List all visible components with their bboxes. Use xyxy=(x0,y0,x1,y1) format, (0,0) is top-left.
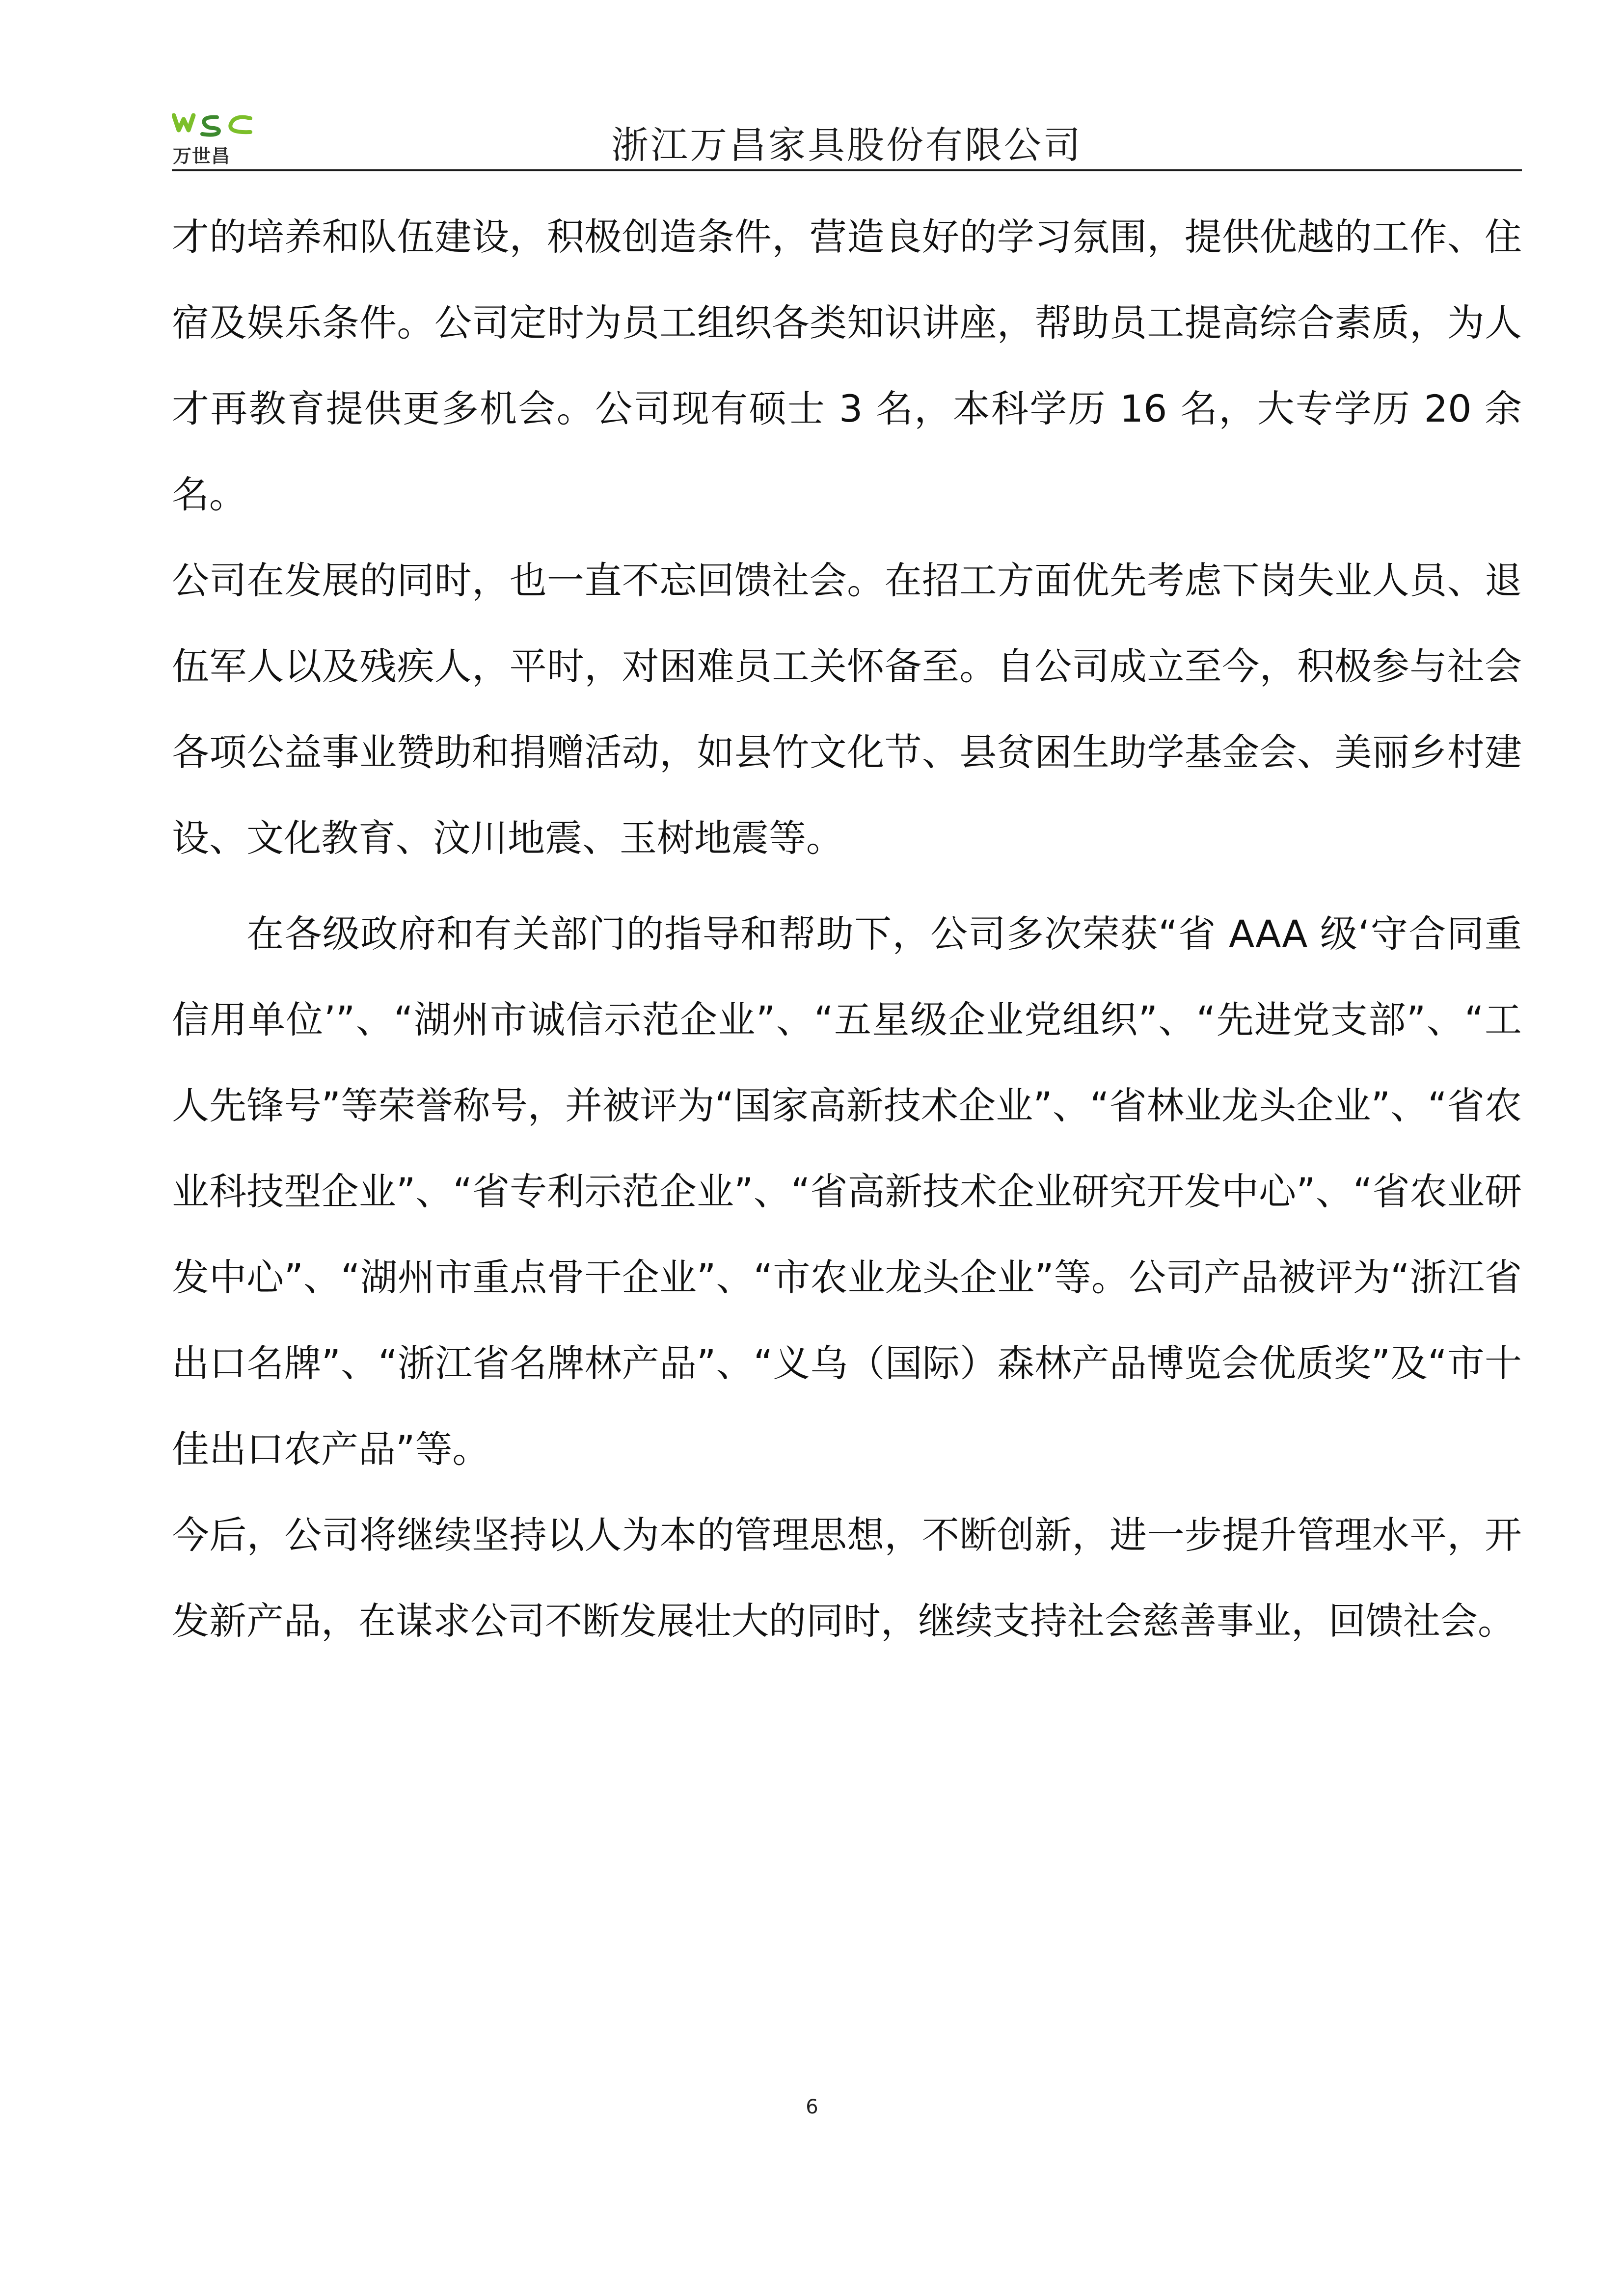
paragraph-talent: 才的培养和队伍建设，积极创造条件，营造良好的学习氛围，提供优越的工作、住宿及娱乐条件。公司定时为员工组织各类知识讲座，帮助员工提高综合素质，为人才再教育提供更多机会。公司现有硕士 3 名，本科学历 16 名，大专学历 20 余名。 xyxy=(172,215,1522,516)
paragraph-society: 公司在发展的同时，也一直不忘回馈社会。在招工方面优先考虑下岗失业人员、退伍军人以及残疾人，平时，对困难员工关怀备至。自公司成立至今，积极参与社会各项公益事业赞助和捐赠活动，如县竹文化节、县贫困生助学基金会、美丽乡村建设、文化教育、汶川地震、玉树地震等。 xyxy=(172,559,1522,860)
paragraph-future: 今后，公司将继续坚持以人为本的管理思想，不断创新，进一步提升管理水平，开发新产品，在谋求公司不断发展壮大的同时，继续支持社会慈善事业，回馈社会。 xyxy=(172,1513,1522,1643)
page-number: 6 xyxy=(806,2096,818,2118)
company-name: 浙江万昌家具股份有限公司 xyxy=(611,123,1083,167)
body-content xyxy=(172,194,1522,1664)
logo-text: 万世昌 xyxy=(173,145,231,167)
paragraph-honors: 在各级政府和有关部门的指导和帮助下，公司多次荣获“省 AAA 级‘守合同重信用单位’”、“湖州市诚信示范企业”、“五星级企业党组织”、“先进党支部”、“工人先锋号”等荣誉称号，并被评为“国家高新技术企业”、“省林业龙头企业”、“省农业科技型企业”、“省专利示范企业”、“省高新技术企业研究开发中心”、“省农业研发中心”、“湖州市重点骨干企业”、“市农业龙头企业”等。公司产品被评为“浙江省出口名牌”、“浙江省名牌林产品”、“义乌（国际）森林产品博览会优质奖”及“市十佳出口农产品”等。 xyxy=(172,912,1522,1471)
page-header xyxy=(172,106,1522,171)
